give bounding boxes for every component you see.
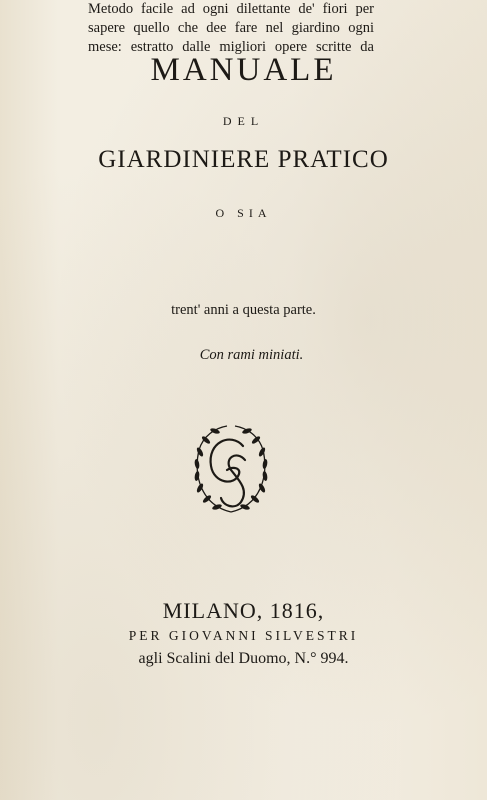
description-line: trent' anni a questa parte. bbox=[171, 302, 316, 318]
book-title: MANUALE bbox=[150, 52, 337, 88]
title-connector: DEL bbox=[222, 114, 265, 128]
imprint-place-year: MILANO, 1816, bbox=[162, 598, 325, 623]
description-line: Metodo facile ad ogni dilettante de' fiori per bbox=[88, 1, 374, 17]
engravings-note: Con rami miniati. bbox=[199, 347, 304, 363]
description-line: sapere quello che dee fare nel giardino ogni bbox=[88, 20, 374, 36]
description-line: mese: estratto dalle migliori opere scritte da bbox=[88, 39, 374, 55]
wreath-monogram-icon bbox=[191, 420, 271, 520]
imprint-publisher: PER GIOVANNI SILVESTRI bbox=[128, 628, 359, 643]
imprint-address: agli Scalini del Duomo, N.° 994. bbox=[138, 650, 349, 667]
alternative-title-marker: O SIA bbox=[215, 206, 272, 220]
description-block bbox=[88, 0, 374, 57]
book-subtitle: GIARDINIERE PRATICO bbox=[98, 146, 389, 173]
